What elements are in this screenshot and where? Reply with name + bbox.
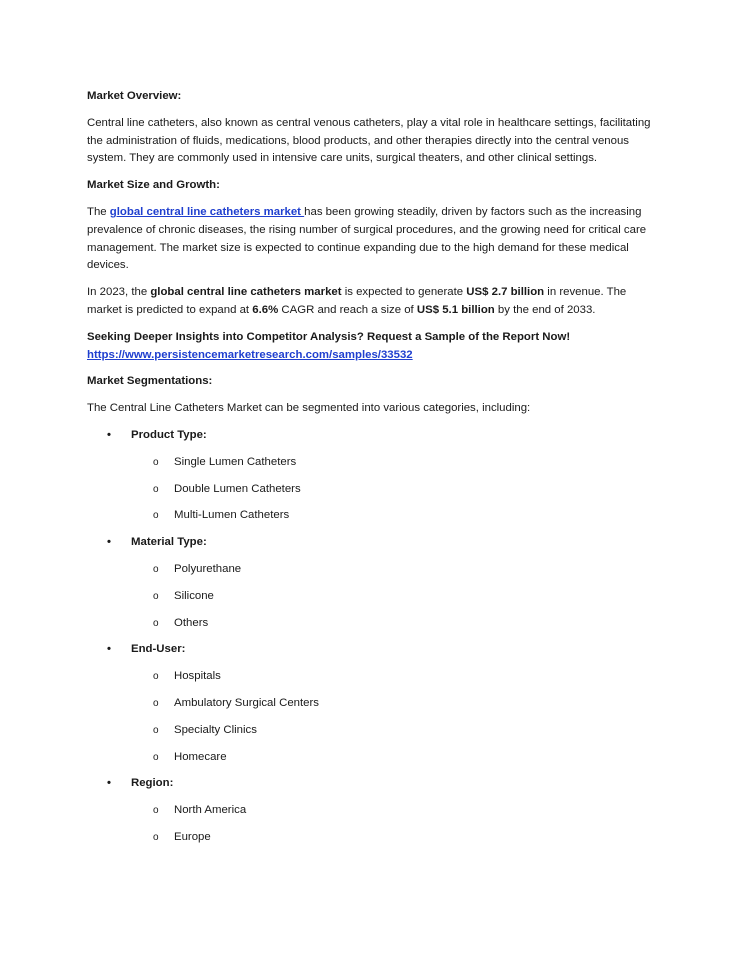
sample-report-link[interactable]: https://www.persistencemarketresearch.com/samples/33532 <box>87 348 413 361</box>
market-overview-paragraph: Central line catheters, also known as central venous catheters, play a vital role in healthcare settings, facilitating the administration of fluids, medications, blood products, and other therapies directly into the central venous system. They are commonly used in intensive care units, surgical theaters, and other clinical settings. <box>87 116 651 165</box>
circle-bullet-icon: o <box>153 563 159 575</box>
bullet-icon: • <box>107 536 111 549</box>
segment-item-label: Specialty Clinics <box>174 723 257 736</box>
segment-item-label: Double Lumen Catheters <box>174 482 301 495</box>
segment-item <box>87 722 653 740</box>
market-overview-heading: Market Overview: <box>87 90 182 102</box>
p2-revenue-2023: US$ 2.7 billion <box>466 286 545 299</box>
segment-group-label: Region: <box>131 777 174 790</box>
segment-item <box>87 695 653 713</box>
segmentations-intro: The Central Line Catheters Market can be segmented into various categories, including: <box>87 402 531 415</box>
circle-bullet-icon: o <box>153 831 159 843</box>
p2-market-name: global central line catheters market <box>150 286 342 299</box>
segment-item <box>87 481 653 499</box>
bullet-icon: • <box>107 777 111 790</box>
p1-rest: has been growing steadily, driven by factors such as the increasing prevalence of chronic diseases, the rising number of surgical procedures, and the growing need for critical care management. The market size is expected to continue expanding due to the high demand for these medical devices. <box>87 205 647 272</box>
segment-item <box>87 802 653 820</box>
document-page <box>87 88 653 856</box>
circle-bullet-icon: o <box>153 617 159 629</box>
segment-item <box>87 615 653 633</box>
circle-bullet-icon: o <box>153 805 159 817</box>
circle-bullet-icon: o <box>153 671 159 683</box>
segment-group <box>87 427 653 445</box>
segment-item <box>87 588 653 606</box>
market-size-heading: Market Size and Growth: <box>87 179 220 192</box>
segment-item-label: North America <box>174 804 247 817</box>
circle-bullet-icon: o <box>153 456 159 468</box>
segmentation-list <box>87 427 653 847</box>
segment-item-label: Hospitals <box>174 670 221 683</box>
cta-text: Seeking Deeper Insights into Competitor Analysis? Request a Sample of the Report Now! <box>87 330 571 343</box>
market-size-paragraph-1 <box>87 204 653 275</box>
segment-group <box>87 641 653 659</box>
segment-item-label: Polyurethane <box>174 562 242 575</box>
bullet-icon: • <box>107 428 111 441</box>
segment-item <box>87 507 653 525</box>
segment-item-label: Multi-Lumen Catheters <box>174 509 290 522</box>
circle-bullet-icon: o <box>153 510 159 522</box>
global-market-link[interactable]: global central line catheters market <box>109 205 305 218</box>
circle-bullet-icon: o <box>153 751 159 763</box>
p2-text-g: CAGR and reach a size of <box>278 303 417 316</box>
sample-request-cta <box>87 329 653 365</box>
segment-item-label: Ambulatory Surgical Centers <box>174 696 319 709</box>
p1-prefix: The <box>87 205 110 218</box>
p2-cagr: 6.6% <box>252 303 279 316</box>
segment-item <box>87 829 653 847</box>
segment-group-label: End-User: <box>131 643 186 656</box>
segment-item-label: Europe <box>174 830 211 843</box>
market-size-paragraph-2 <box>87 284 653 320</box>
segment-item <box>87 749 653 767</box>
circle-bullet-icon: o <box>153 697 159 709</box>
segment-group <box>87 534 653 552</box>
circle-bullet-icon: o <box>153 483 159 495</box>
segment-group-label: Product Type: <box>131 428 207 441</box>
segment-item <box>87 561 653 579</box>
segment-item <box>87 668 653 686</box>
segment-item-label: Homecare <box>174 750 227 763</box>
segment-item-label: Others <box>174 616 209 629</box>
segment-item-label: Single Lumen Catheters <box>174 455 297 468</box>
segment-item-label: Silicone <box>174 589 214 602</box>
bullet-icon: • <box>107 643 111 656</box>
p2-text-e: in revenue. The market is predicted to expand at <box>87 286 627 316</box>
p2-revenue-2033: US$ 5.1 billion <box>416 303 495 316</box>
p2-text-i: by the end of 2033. <box>494 303 596 316</box>
circle-bullet-icon: o <box>153 724 159 736</box>
p2-text-a: In 2023, the <box>87 286 151 299</box>
segment-group-label: Material Type: <box>131 536 207 549</box>
segment-item <box>87 454 653 472</box>
market-segmentations-heading: Market Segmentations: <box>87 375 213 388</box>
circle-bullet-icon: o <box>153 590 159 602</box>
p2-text-c: is expected to generate <box>341 286 467 299</box>
segment-group <box>87 775 653 793</box>
